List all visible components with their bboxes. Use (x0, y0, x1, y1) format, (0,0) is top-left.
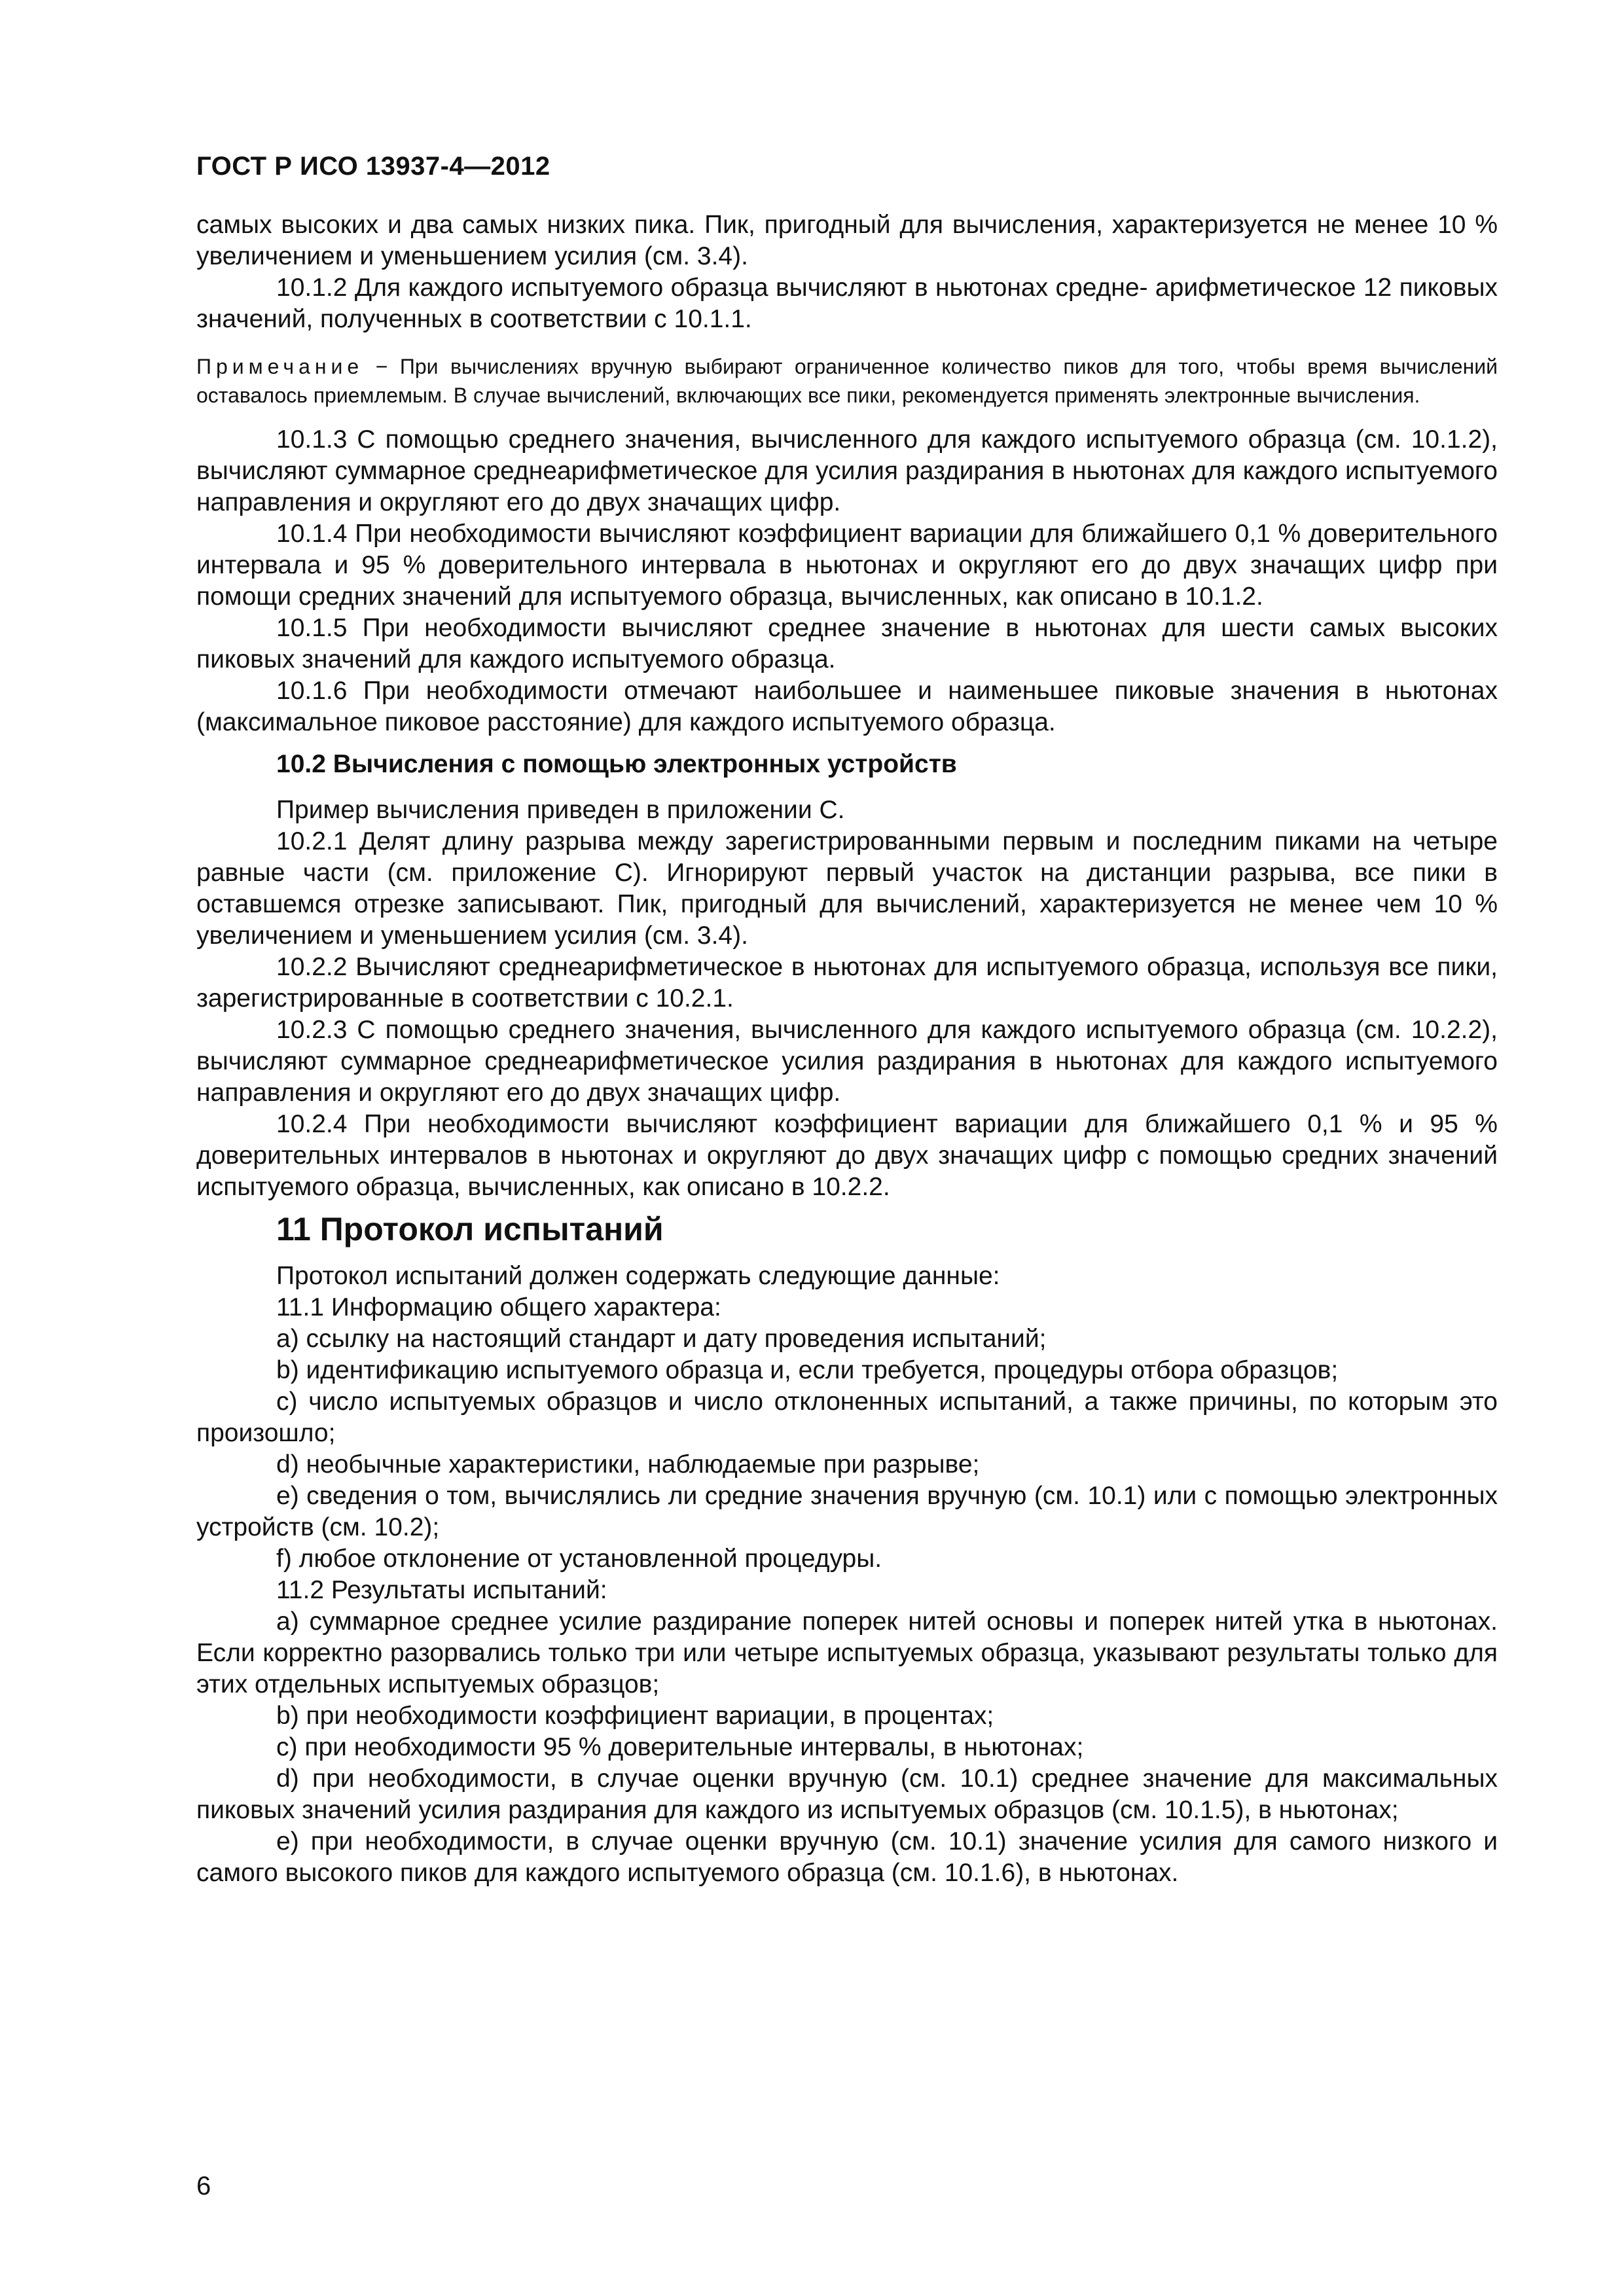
body-paragraph: 10.1.2 Для каждого испытуемого образца вычисляют в ньютонах средне- арифметическое 12 пиковых значений, полученных в соответствии с 10.1.1. (196, 274, 1498, 333)
body-paragraph: 10.2.1 Делят длину разрыва между зарегистрированными первым и последним пиками на четыре равные части (см. приложение С). Игнорируют первый участок на дистанции разрыва, все пики в оставшемся отрезке записывают. Пик, пригодный для вычислений, характеризуется не менее чем 10 % увеличением и уменьшением усилия (см. 3.4). (196, 827, 1498, 950)
body-paragraph: 10.1.3 С помощью среднего значения, вычисленного для каждого испытуемого образца (см. 10.1.2), вычисляют суммарное среднеарифметическое для усилия раздирания в ньютонах для каждого испытуемого направления и округляют его до двух значащих цифр. (196, 425, 1498, 516)
note-text: − При вычислениях вручную выбирают ограниченное количество пиков для того, чтобы время вычислений оставалось приемлемым. В случае вычислений, включающих все пики, рекомендуется применять электронные вычисления. (196, 355, 1498, 407)
body-paragraph: f) любое отклонение от установленной процедуры. (276, 1545, 882, 1573)
body-paragraph: d) при необходимости, в случае оценки вручную (см. 10.1) среднее значение для максимальных пиковых значений усилия раздирания для каждого из испытуемых образцов (см. 10.1.5), в ньютонах; (196, 1765, 1498, 1824)
body-paragraph: 10.1.5 При необходимости вычисляют среднее значение в ньютонах для шести самых высоких пиковых значений для каждого испытуемого образца. (196, 614, 1498, 673)
body-paragraph: 10.1.6 При необходимости отмечают наибольшее и наименьшее пиковые значения в ньютонах (максимальное пиковое расстояние) для каждого испытуемого образца. (196, 677, 1498, 736)
body-paragraph: самых высоких и два самых низких пика. Пик, пригодный для вычисления, характеризуется не менее 10 % увеличением и уменьшением усилия (см. 3.4). (196, 211, 1498, 270)
body-paragraph: е) сведения о том, вычислялись ли средние значения вручную (см. 10.1) или с помощью электронных устройств (см. 10.2); (196, 1482, 1498, 1541)
body-paragraph: c) при необходимости 95 % доверительные интервалы, в ньютонах; (276, 1733, 1084, 1761)
body-paragraph: Протокол испытаний должен содержать следующие данные: (276, 1262, 1000, 1290)
body-paragraph: 10.2.4 При необходимости вычисляют коэффициент вариации для ближайшего 0,1 % и 95 % доверительных интервалов в ньютонах и округляют до двух значащих цифр с помощью средних значений испытуемого образца, вычисленных, как описано в 10.2.2. (196, 1110, 1498, 1201)
note-label: Примечание (196, 355, 364, 378)
body-paragraph: а) ссылку на настоящий стандарт и дату проведения испытаний; (276, 1325, 1047, 1353)
body-paragraph: 10.2.3 С помощью среднего значения, вычисленного для каждого испытуемого образца (см. 10.2.2), вычисляют суммарное среднеарифметическое усилия раздирания в ньютонах для каждого испытуемого направления и округляют его до двух значащих цифр. (196, 1016, 1498, 1107)
body-paragraph: e) при необходимости, в случае оценки вручную (см. 10.1) значение усилия для самого низкого и самого высокого пиков для каждого испытуемого образца (см. 10.1.6), в ньютонах. (196, 1827, 1498, 1887)
body-paragraph: с) число испытуемых образцов и число отклоненных испытаний, а также причины, по которым это произошло; (196, 1388, 1498, 1447)
body-paragraph: 10.1.4 При необходимости вычисляют коэффициент вариации для ближайшего 0,1 % доверительного интервала и 95 % доверительного интервала в ньютонах и округляют его до двух значащих цифр при помощи средних значений для испытуемого образца, вычисленных, как описано в 10.1.2. (196, 520, 1498, 611)
body-paragraph: 11.1 Информацию общего характера: (276, 1293, 721, 1321)
page-number: 6 (196, 2172, 211, 2200)
body-paragraph: b) идентификацию испытуемого образца и, если требуется, процедуры отбора образцов; (276, 1356, 1339, 1384)
document-body (196, 209, 1498, 1889)
body-paragraph: 10.2.2 Вычисляют среднеарифметическое в ньютонах для испытуемого образца, используя все пики, зарегистрированные в соответствии с 10.2.1. (196, 953, 1498, 1013)
body-paragraph: d) необычные характеристики, наблюдаемые при разрыве; (276, 1450, 980, 1479)
subsection-heading: 10.2 Вычисления с помощью электронных устройств (276, 750, 957, 778)
body-paragraph: 11.2 Результаты испытаний: (276, 1576, 607, 1604)
body-paragraph: Пример вычисления приведен в приложении С. (276, 796, 845, 824)
body-paragraph: а) суммарное среднее усилие раздирание поперек нитей основы и поперек нитей утка в ньютонах. Если корректно разорвались только три или четыре испытуемых образца, указывают результаты только для этих отдельных испытуемых образцов; (196, 1607, 1498, 1698)
document-header: ГОСТ Р ИСО 13937-4—2012 (196, 152, 550, 181)
section-heading: 11 Протокол испытаний (276, 1211, 664, 1247)
note-paragraph (196, 352, 1498, 410)
body-paragraph: b) при необходимости коэффициент вариации, в процентах; (276, 1702, 994, 1730)
